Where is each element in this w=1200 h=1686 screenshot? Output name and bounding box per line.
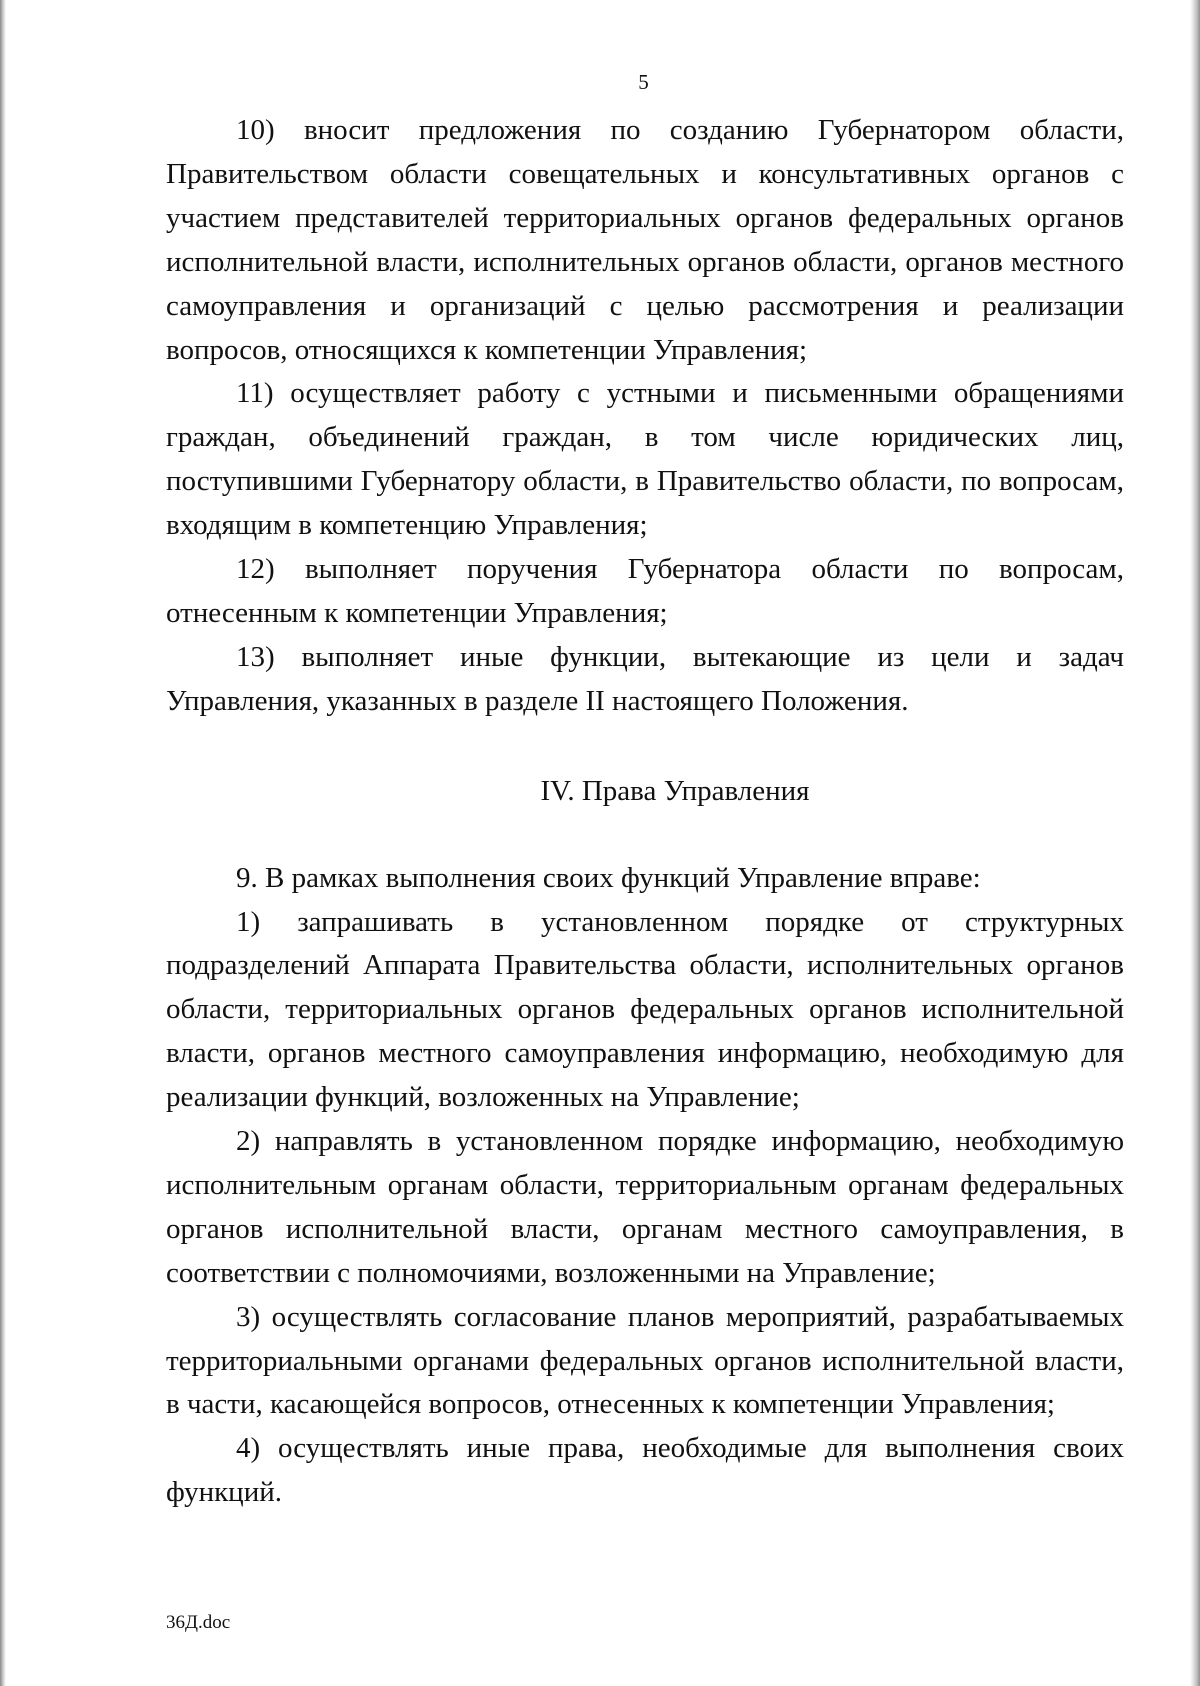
paragraph-item-13: 13) выполняет иные функции, вытекающие из цели и задач Управления, указанных в разделе II настоящего Положения. <box>166 640 1124 717</box>
paragraph-item-11: 11) осуществляет работу с устными и письменными обращениями граждан, объединений граждан, в том числе юридических лиц, поступившими Губернатору области, в Правительство области, по вопросам, входящим в компетенцию Управления; <box>166 377 1124 542</box>
page-number: 5 <box>638 70 649 94</box>
document-body <box>166 109 1124 1515</box>
section-heading: IV. Права Управления <box>540 774 810 807</box>
scan-edge-right <box>1190 0 1200 1686</box>
paragraph-right-3: 3) осуществлять согласование планов мероприятий, разрабатываемых территориальными органами федеральных органов исполнительной власти, в части, касающейся вопросов, отнесенных к компетенции Управления; <box>166 1300 1124 1421</box>
scan-edge-left <box>0 0 6 1686</box>
paragraph-right-4: 4) осуществлять иные права, необходимые для выполнения своих функций. <box>166 1432 1124 1509</box>
paragraph-item-10: 10) вносит предложения по созданию Губернатором области, Правительством области совещательных и консультативных органов с участием представителей территориальных органов федеральных органов исполнительной власти, исполнительных органов области, органов местного самоуправления и организаций с целью рассмотрения и реализации вопросов, относящихся к компетенции Управления; <box>166 114 1124 366</box>
paragraph-right-2: 2) направлять в установленном порядке информацию, необходимую исполнительным органам области, территориальным органам федеральных органов исполнительной власти, органам местного самоуправления, в соответствии с полномочиями, возложенными на Управление; <box>166 1125 1124 1289</box>
paragraph-item-12: 12) выполняет поручения Губернатора области по вопросам, отнесенным к компетенции Управления; <box>166 553 1124 629</box>
paragraph-right-1: 1) запрашивать в установленном порядке от структурных подразделений Аппарата Правительства области, исполнительных органов области, территориальных органов федеральных органов исполнительной власти, органов местного самоуправления информацию, необходимую для реализации функций, возложенных на Управление; <box>166 905 1124 1114</box>
paragraph-section-9-intro: 9. В рамках выполнения своих функций Управление вправе: <box>236 861 981 894</box>
footer-file-reference: 36Д.doc <box>166 1612 231 1633</box>
